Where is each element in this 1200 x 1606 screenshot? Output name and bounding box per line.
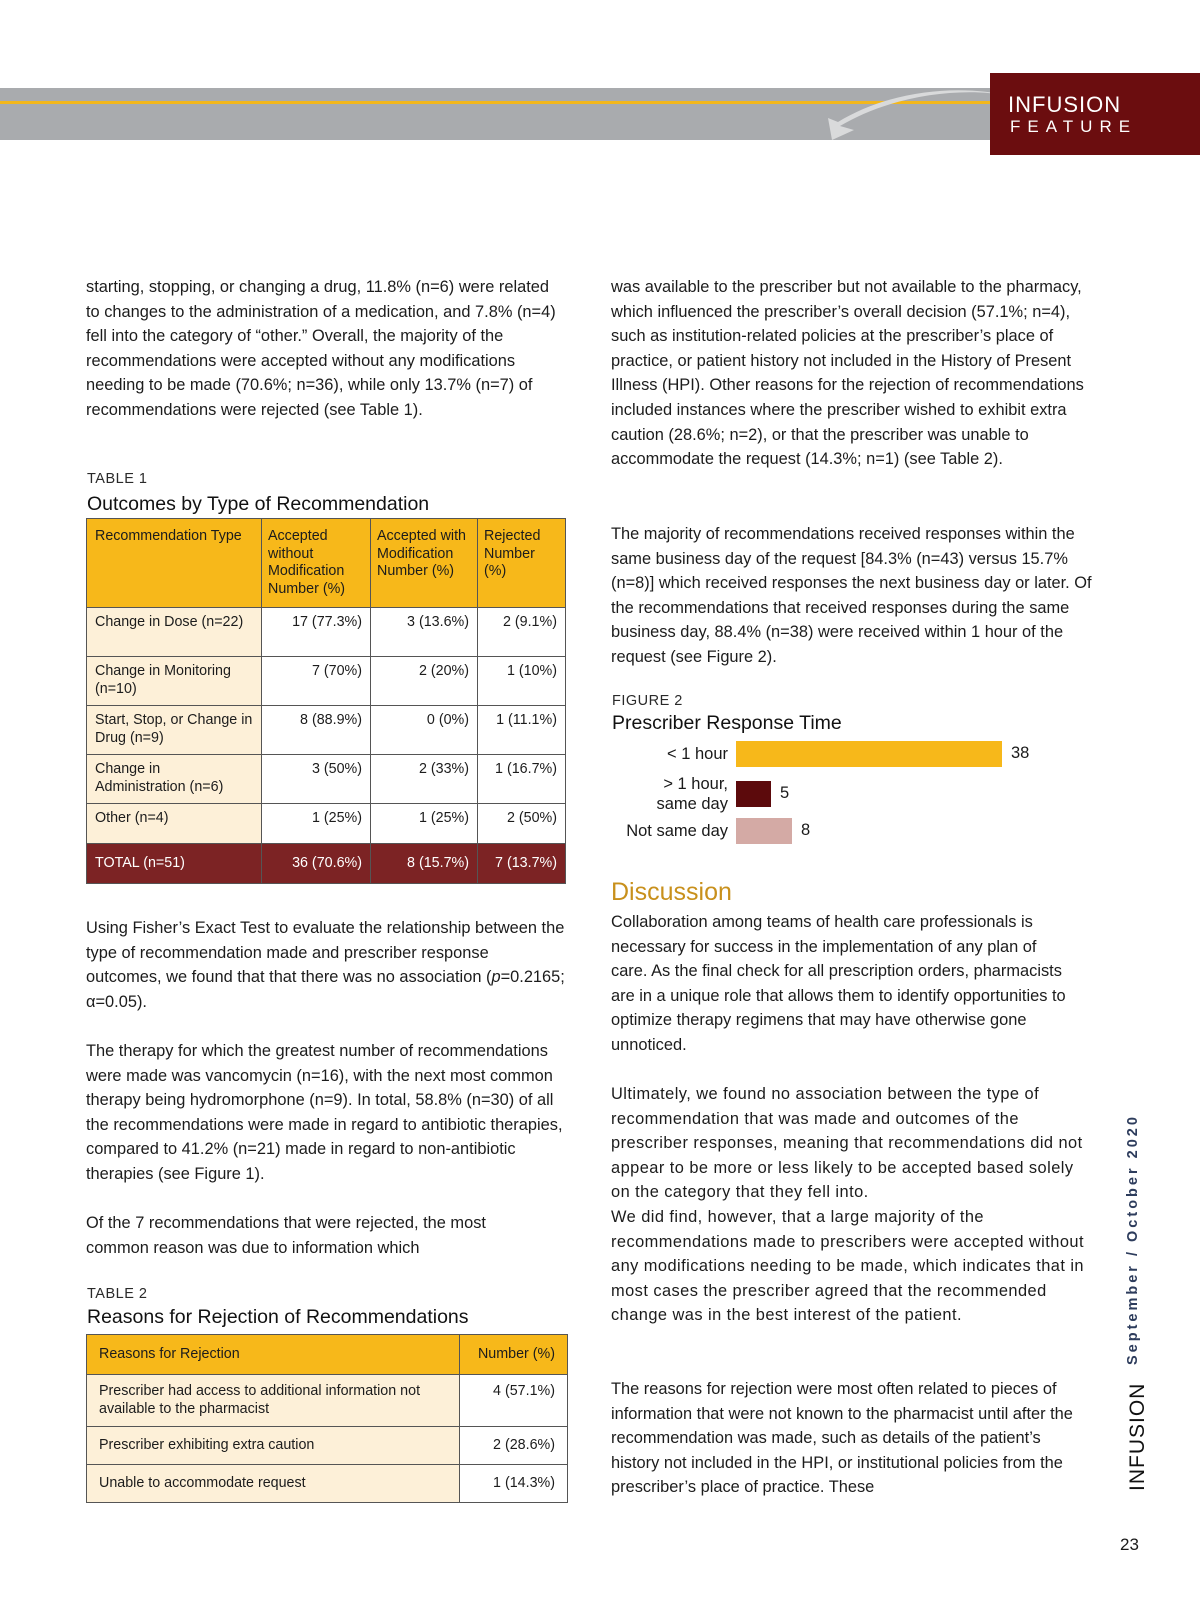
table2-title: Reasons for Rejection of Recommendations [87, 1306, 469, 1328]
issue-date: September / October 2020 [1125, 1114, 1141, 1365]
sidebar-brand: INFUSION [1126, 1382, 1149, 1491]
left-para-1-text: starting, stopping, or changing a drug, 11.8% (n=6) were related to changes to the administration of a medication, and 7.8% (n=4) fell into the category of “other.” Overall, the majority of the recommendations were accepted without any modifications needing to be made (70.6%; n=36), while only 13.7% (n=7) of recommendations were rejected (see Table 1). [86, 278, 556, 419]
table1-total-cell: 8 (15.7%) [371, 844, 478, 884]
table1-cell: 7 (70%) [262, 657, 371, 706]
brand-sub: FEATURE [1010, 117, 1138, 136]
table-row [87, 1465, 568, 1503]
table1-label: TABLE 1 [87, 471, 148, 487]
right-para-6-text: The reasons for rejection were most often related to pieces of information that were not known to the pharmacist until after the recommendation was made, such as details of the patient’s history not included in the HPI, or institutional policies from the prescriber’s place of practice. These [611, 1380, 1073, 1497]
table1-cell: 2 (9.1%) [478, 608, 566, 657]
left-para-2-text [86, 916, 568, 1014]
right-para-2-text: The majority of recommendations received responses within the same business day of the request [84.3% (n=43) versus 15.7% (n=8)] which received responses the next business day or later. Of the recommendations that received responses during the same business day, 88.4% (n=38) were received within 1 hour of the request (see Figure 2). [611, 525, 1092, 666]
bar-value-label: 38 [1011, 744, 1030, 762]
response-time-chart [600, 740, 1100, 850]
left-paragraph-3 [86, 1039, 568, 1187]
table1-cell: Start, Stop, or Change in Drug (n=9) [87, 706, 262, 755]
table-row [87, 755, 566, 804]
right-paragraph-3 [611, 910, 1077, 1058]
table1-cell: Change in Dose (n=22) [87, 608, 262, 657]
table2-header-cell: Number (%) [460, 1335, 568, 1375]
table1-total-cell: 7 (13.7%) [478, 844, 566, 884]
para2-text-a: Using Fisher’s Exact Test to evaluate the relationship between the type of recommendation made and prescriber response outcomes, we found that that there was no association ( [86, 919, 565, 987]
table1-cell: Change in Administration (n=6) [87, 755, 262, 804]
bar [736, 741, 1002, 767]
table1-cell: 8 (88.9%) [262, 706, 371, 755]
bar-category-label: < 1 hour [666, 745, 728, 763]
figure2-label: FIGURE 2 [612, 693, 683, 709]
table-row [87, 1375, 568, 1427]
table2-cell: 1 (14.3%) [460, 1465, 568, 1503]
table1-cell: Change in Monitoring (n=10) [87, 657, 262, 706]
table1-total-cell: TOTAL (n=51) [87, 844, 262, 884]
right-para-3-text: Collaboration among teams of health care professionals is necessary for success in the implementation of any plan of care. As the final check for all prescription orders, pharmacists are in a unique role that allows them to identify opportunities to optimize therapy regimens that may have otherwise gone unnoticed. [611, 913, 1066, 1054]
table1-header-row [87, 519, 566, 608]
bar [736, 818, 792, 844]
right-paragraph-6 [611, 1377, 1081, 1500]
table-row [87, 1427, 568, 1465]
table-row [87, 706, 566, 755]
para2-text-b: =0.2165; α=0.05). [86, 968, 565, 1011]
table-row [87, 608, 566, 657]
right-para-4-text: Ultimately, we found no association between the type of recommendation that was made and outcomes of the prescriber responses, meaning that recommendations did not appear to be more or less likely to be accepted based solely on the category that they fell into. [611, 1085, 1083, 1202]
left-para-3-text: The therapy for which the greatest number of recommendations were made was vancomycin (n=16), with the next most common therapy being hydromorphone (n=9). In total, 58.8% (n=30) of all the recommendations were made in regard to antibiotic therapies, compared to 41.2% (n=21) made in regard to non-antibiotic therapies (see Figure 1). [86, 1042, 563, 1183]
table1-cell: 1 (11.1%) [478, 706, 566, 755]
outcomes-table [86, 518, 566, 884]
table1-cell: Other (n=4) [87, 804, 262, 844]
right-para-5-text: We did find, however, that a large majority of the recommendations made to prescribers were accepted without any modifications needing to be made, which indicates that in most cases the prescriber agreed that the recommended change was in the best interest of the patient. [611, 1207, 1084, 1325]
right-para-1-text: was available to the prescriber but not available to the pharmacy, which influenced the prescriber’s overall decision (57.1%; n=4), such as institution-related policies at the prescriber’s place of practice, or patient history not included in the History of Present Illness (HPI). Other reasons for the rejection of recommendations included instances where the prescriber wished to exhibit extra caution (28.6%; n=2), or that the prescriber was unable to accommodate the request (14.3%; n=1) (see Table 2). [611, 278, 1084, 469]
table1-cell: 17 (77.3%) [262, 608, 371, 657]
table1-cell: 3 (50%) [262, 755, 371, 804]
table2-header-cell: Reasons for Rejection [87, 1335, 460, 1375]
table1-cell: 0 (0%) [371, 706, 478, 755]
table1-cell: 1 (25%) [262, 804, 371, 844]
table1-total-row [87, 844, 566, 884]
bar-category-label: > 1 hour, same day [656, 775, 728, 813]
table2-header-row [87, 1335, 568, 1375]
right-paragraph-2 [611, 522, 1099, 670]
left-paragraph-4 [86, 1211, 526, 1260]
rejection-reasons-table [86, 1334, 568, 1503]
table1-cell: 1 (25%) [371, 804, 478, 844]
left-paragraph-1 [86, 275, 566, 423]
bar-category-label: Not same day [626, 822, 728, 840]
table2-cell: Prescriber exhibiting extra caution [87, 1427, 460, 1465]
table1-total-cell: 36 (70.6%) [262, 844, 371, 884]
table1-header-cell: Accepted without Modification Number (%) [262, 519, 371, 608]
discussion-heading: Discussion [611, 878, 732, 906]
bar-value-label: 8 [801, 821, 811, 839]
table1-cell: 2 (33%) [371, 755, 478, 804]
para2-italic-p: p [491, 968, 501, 987]
table1-cell: 1 (16.7%) [478, 755, 566, 804]
table1-cell: 1 (10%) [478, 657, 566, 706]
table1-title: Outcomes by Type of Recommendation [87, 493, 430, 515]
table1-header-cell: Rejected Number (%) [478, 519, 566, 608]
table-row [87, 657, 566, 706]
table2-cell: Prescriber had access to additional information not available to the pharmacist [87, 1375, 460, 1427]
table1-cell: 3 (13.6%) [371, 608, 478, 657]
page-number: 23 [1120, 1535, 1139, 1554]
left-paragraph-2 [86, 916, 568, 1014]
right-paragraph-4 [611, 1082, 1096, 1328]
bar-value-label: 5 [780, 784, 790, 802]
left-para-4-text: Of the 7 recommendations that were rejected, the most common reason was due to information which [86, 1214, 486, 1257]
table2-label: TABLE 2 [87, 1286, 148, 1302]
figure2-title: Prescriber Response Time [612, 712, 842, 734]
table1-header-cell: Accepted with Modification Number (%) [371, 519, 478, 608]
table2-cell: 2 (28.6%) [460, 1427, 568, 1465]
table2-cell: 4 (57.1%) [460, 1375, 568, 1427]
table2-cell: Unable to accommodate request [87, 1465, 460, 1503]
table1-cell: 2 (20%) [371, 657, 478, 706]
bar [736, 781, 771, 807]
table1-cell: 2 (50%) [478, 804, 566, 844]
brand-name: INFUSION [1008, 92, 1122, 117]
right-paragraph-1 [611, 275, 1091, 472]
table1-header-cell: Recommendation Type [87, 519, 262, 608]
table-row [87, 804, 566, 844]
